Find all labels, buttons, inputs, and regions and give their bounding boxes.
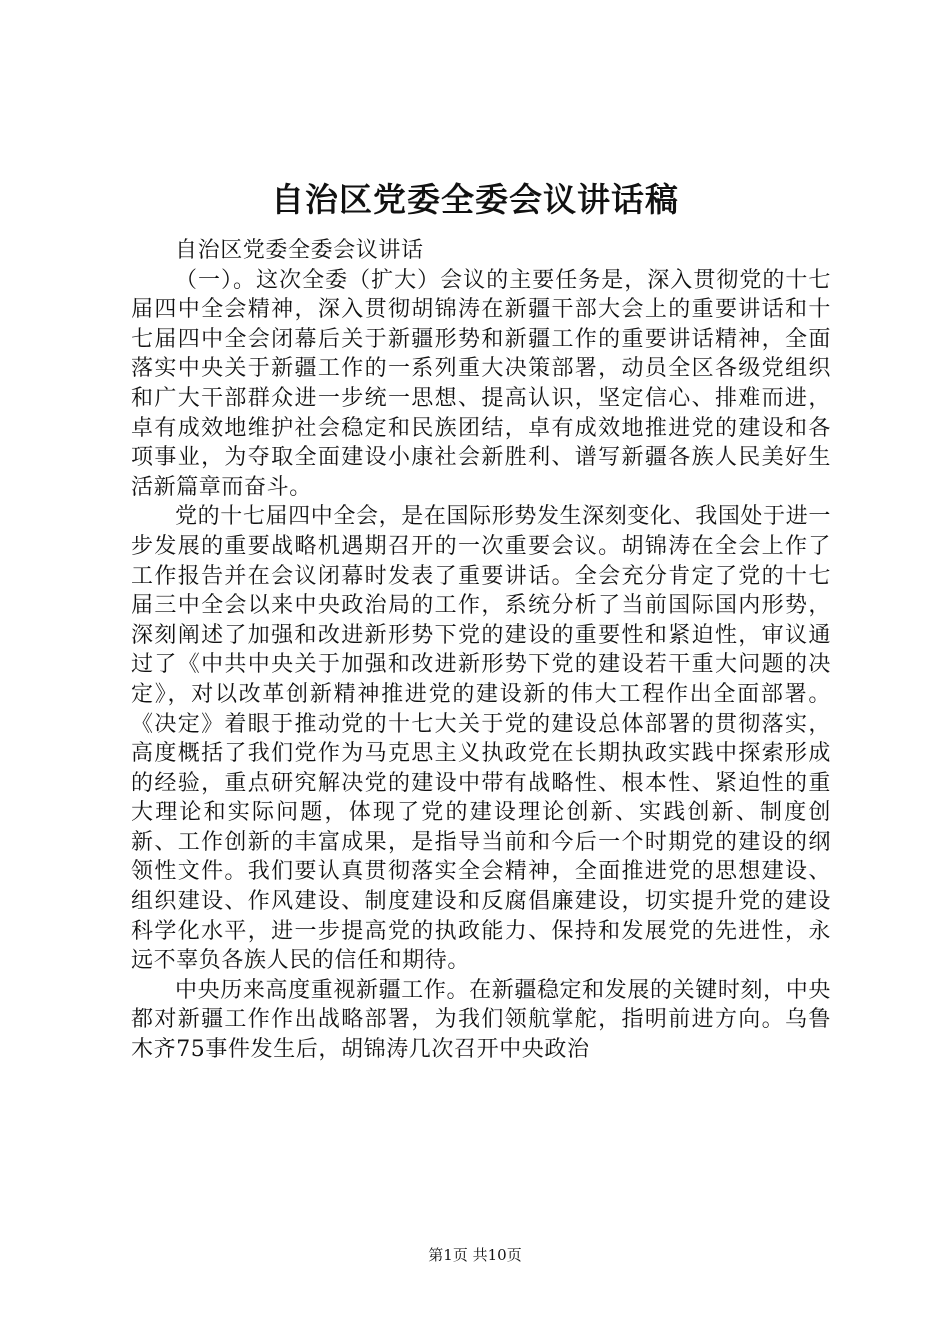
paragraph: 中央历来高度重视新疆工作。在新疆稳定和发展的关键时刻，中央都对新疆工作作出战略部署，为我们领航掌舵，指明前进方向。乌鲁木齐75事件发生后，胡锦涛几次召开中央政治 [131, 977, 831, 1063]
paragraph: （一）。这次全委（扩大）会议的主要任务是，深入贯彻党的十七届四中全会精神，深入贯彻胡锦涛在新疆干部大会上的重要讲话和十七届四中全会闭幕后关于新疆形势和新疆工作的重要讲话精神，全面落实中央关于新疆工作的一系列重大决策部署，动员全区各级党组织和广大干部群众进一步统一思想、提高认识，坚定信心、排难而进，卓有成效地维护社会稳定和民族团结，卓有成效地推进党的建设和各项事业，为夺取全面建设小康社会新胜利、谱写新疆各族人民美好生活新篇章而奋斗。 [131, 267, 831, 500]
paragraph: 自治区党委全委会议讲话 [175, 238, 424, 263]
document-body [131, 236, 831, 1065]
document-title: 自治区党委全委会议讲话稿 [271, 180, 679, 219]
page-number-footer: 第1页 共10页 [428, 1246, 522, 1264]
paragraph: 党的十七届四中全会，是在国际形势发生深刻变化、我国处于进一步发展的重要战略机遇期召开的一次重要会议。胡锦涛在全会上作了工作报告并在会议闭幕时发表了重要讲话。全会充分肯定了党的十七届三中全会以来中央政治局的工作，系统分析了当前国际国内形势，深刻阐述了加强和改进新形势下党的建设的重要性和紧迫性，审议通过了《中共中央关于加强和改进新形势下党的建设若干重大问题的决定》，对以改革创新精神推进党的建设新的伟大工程作出全面部署。《决定》着眼于推动党的十七大关于党的建设总体部署的贯彻落实，高度概括了我们党作为马克思主义执政党在长期执政实践中探索形成的经验，重点研究解决党的建设中带有战略性、根本性、紧迫性的重大理论和实际问题，体现了党的建设理论创新、实践创新、制度创新、工作创新的丰富成果，是指导当前和今后一个时期党的建设的纲领性文件。我们要认真贯彻落实全会精神，全面推进党的思想建设、组织建设、作风建设、制度建设和反腐倡廉建设，切实提升党的建设科学化水平，进一步提高党的执政能力、保持和发展党的先进性，永远不辜负各族人民的信任和期待。 [131, 504, 831, 974]
